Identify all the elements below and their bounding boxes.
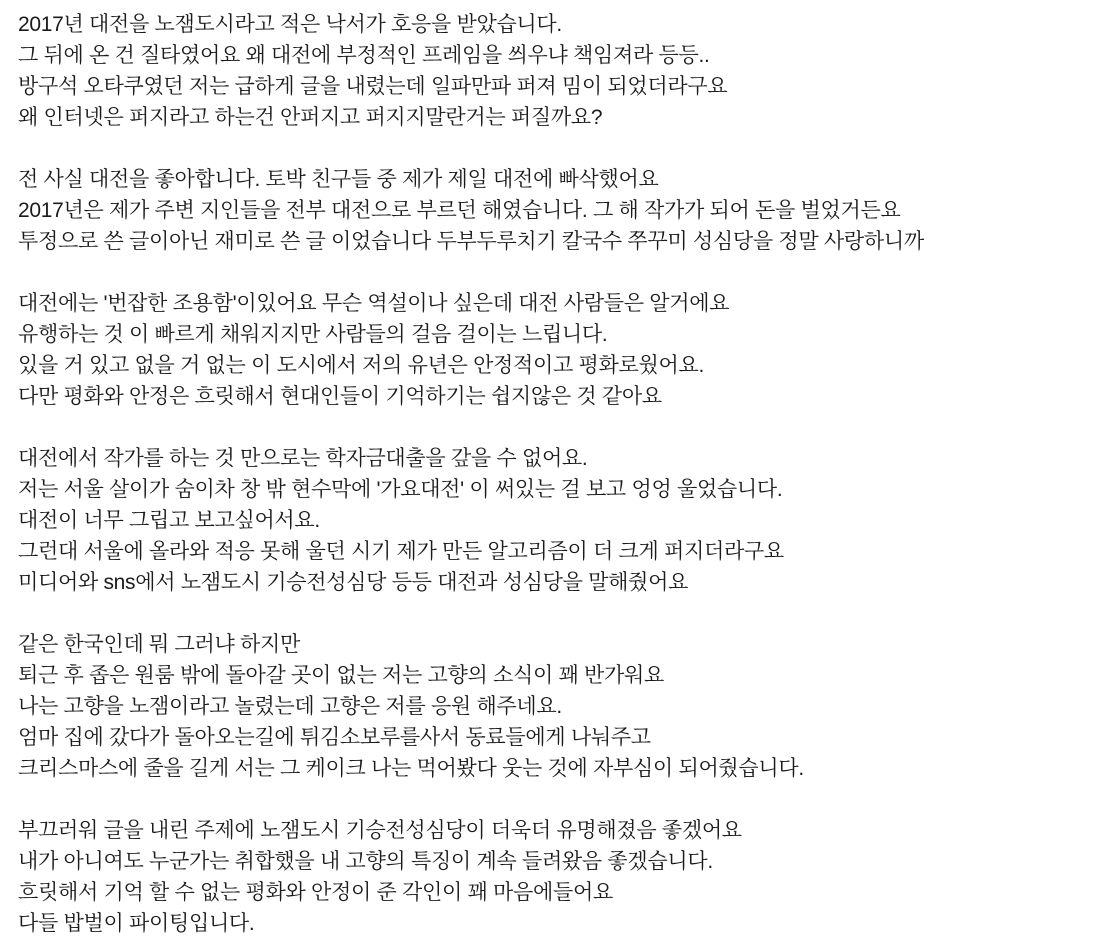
text-line: 퇴근 후 좁은 원룸 밖에 돌아갈 곳이 없는 저는 고향의 소식이 꽤 반가워요 bbox=[18, 664, 665, 687]
text-line: 나는 고향을 노잼이라고 놀렸는데 고향은 저를 응원 해주네요. bbox=[18, 695, 562, 718]
text-line: 왜 인터넷은 퍼지라고 하는건 안퍼지고 퍼지지말란거는 퍼질까요? bbox=[18, 106, 603, 129]
paragraph bbox=[18, 815, 1090, 939]
text-line: 흐릿해서 기억 할 수 없는 평화와 안정이 준 각인이 꽤 마음에들어요 bbox=[18, 881, 613, 904]
text-line: 있을 거 있고 없을 거 없는 이 도시에서 저의 유년은 안정적이고 평화로웠어요. bbox=[18, 354, 704, 377]
text-line: 내가 아니여도 누군가는 취합했을 내 고향의 특징이 계속 들려왔음 좋겠습니다. bbox=[18, 850, 713, 873]
text-line: 다들 밥벌이 파이팅입니다. bbox=[18, 912, 255, 935]
text-line: 2017년 대전을 노잼도시라고 적은 낙서가 호응을 받았습니다. bbox=[18, 13, 562, 36]
paragraph bbox=[18, 9, 1090, 133]
text-line: 그런대 서울에 올라와 적응 못해 울던 시기 제가 만든 알고리즘이 더 크게 퍼지더라구요 bbox=[18, 540, 784, 563]
text-line: 전 사실 대전을 좋아합니다. 토박 친구들 중 제가 제일 대전에 빠삭했어요 bbox=[18, 168, 659, 191]
text-line: 같은 한국인데 뭐 그러냐 하지만 bbox=[18, 633, 300, 656]
text-line: 저는 서울 살이가 숨이차 창 밖 현수막에 '가요대전' 이 써있는 걸 보고 엉엉 울었습니다. bbox=[18, 478, 783, 501]
text-line: 엄마 집에 갔다가 돌아오는길에 튀김소보루를사서 동료들에게 나눠주고 bbox=[18, 726, 651, 749]
text-line: 다만 평화와 안정은 흐릿해서 현대인들이 기억하기는 쉽지않은 것 같아요 bbox=[18, 385, 662, 408]
text-line: 투정으로 쓴 글이아닌 재미로 쓴 글 이었습니다 두부두루치기 칼국수 쭈꾸미 성심당을 정말 사랑하니까 bbox=[18, 230, 924, 253]
paragraph bbox=[18, 443, 1090, 598]
text-line: 대전이 너무 그립고 보고싶어서요. bbox=[18, 509, 320, 532]
text-line: 대전에는 '번잡한 조용함'이있어요 무슨 역설이나 싶은데 대전 사람들은 알거에요 bbox=[18, 292, 730, 315]
text-line: 미디어와 sns에서 노잼도시 기승전성심당 등등 대전과 성심당을 말해줬어요 bbox=[18, 571, 689, 594]
text-line: 크리스마스에 줄을 길게 서는 그 케이크 나는 먹어봤다 웃는 것에 자부심이 되어줬습니다. bbox=[18, 757, 804, 780]
paragraph bbox=[18, 288, 1090, 412]
text-line: 유행하는 것 이 빠르게 채워지지만 사람들의 걸음 걸이는 느립니다. bbox=[18, 323, 608, 346]
paragraph bbox=[18, 164, 1090, 257]
text-line: 부끄러워 글을 내린 주제에 노잼도시 기승전성심당이 더욱더 유명해졌음 좋겠어요 bbox=[18, 819, 742, 842]
paragraph bbox=[18, 629, 1090, 784]
text-line: 2017년은 제가 주변 지인들을 전부 대전으로 부르던 해였습니다. 그 해 작가가 되어 돈을 벌었거든요 bbox=[18, 199, 901, 222]
text-line: 그 뒤에 온 건 질타였어요 왜 대전에 부정적인 프레임을 씌우냐 책임져라 등등.. bbox=[18, 44, 710, 67]
text-line: 대전에서 작가를 하는 것 만으로는 학자금대출을 갚을 수 없어요. bbox=[18, 447, 588, 470]
text-line: 방구석 오타쿠였던 저는 급하게 글을 내렸는데 일파만파 퍼져 밈이 되었더라구요 bbox=[18, 75, 728, 98]
